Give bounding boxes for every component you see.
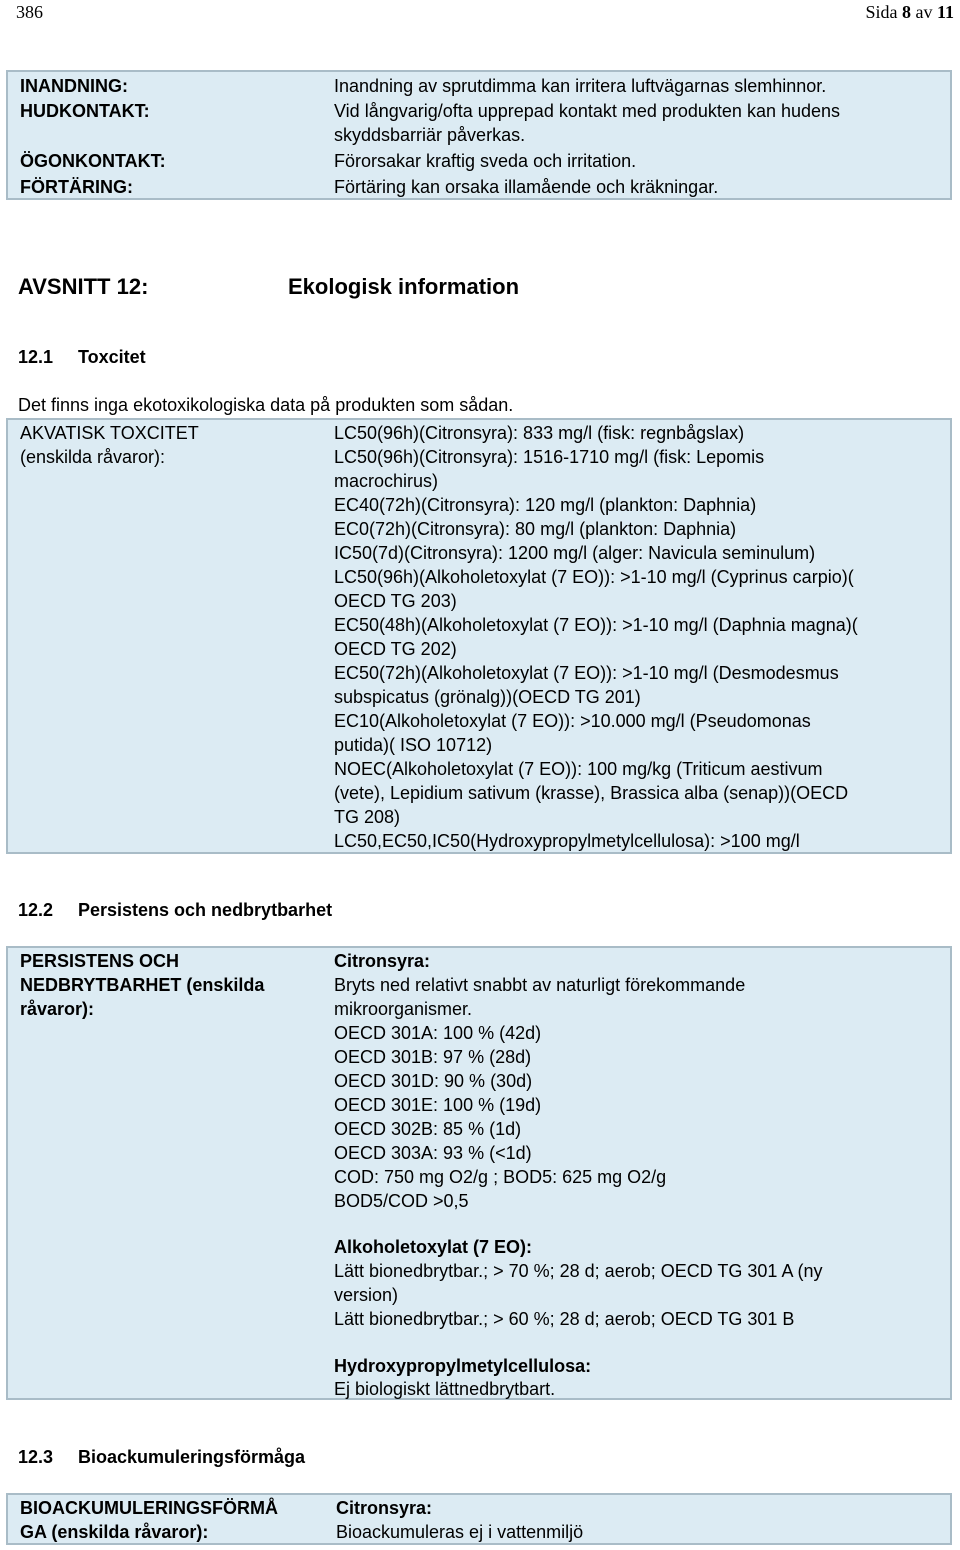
label-inhalation: INANDNING: <box>20 76 128 96</box>
citric-line: OECD 301D: 90 % (30d) <box>334 1071 533 1091</box>
persistence-box <box>6 946 952 1400</box>
subsection-12-3-number: 12.3 <box>18 1447 54 1467</box>
value-skin: Vid långvarig/ofta upprepad kontakt med produkten kan hudens <box>334 101 841 121</box>
aquatic-line: putida)( ISO 10712) <box>334 735 493 755</box>
aquatic-line: (vete), Lepidium sativum (krasse), Brassica alba (senap))(OECD <box>334 783 849 803</box>
section-title: Ekologisk information <box>288 274 520 299</box>
citric-line: mikroorganismer. <box>334 999 473 1019</box>
aquatic-toxicity-box <box>6 418 952 854</box>
bioacc-label-1: BIOACKUMULERINGSFÖRMÅ <box>20 1498 278 1518</box>
value-eye: Förorsakar kraftig sveda och irritation. <box>334 151 637 171</box>
aquatic-line: EC0(72h)(Citronsyra): 80 mg/l (plankton: Daphnia) <box>334 519 737 539</box>
hpmc-title: Hydroxypropylmetylcellulosa: <box>334 1356 592 1376</box>
alcohol-line: Lätt bionedbrytbar.; > 60 %; 28 d; aerob; OECD TG 301 B <box>334 1309 795 1329</box>
persistence-label-1: PERSISTENS OCH <box>20 951 180 971</box>
persistence-label-3: råvaror): <box>20 999 95 1019</box>
alcohol-title: Alkoholetoxylat (7 EO): <box>334 1237 533 1257</box>
aquatic-line: LC50(96h)(Citronsyra): 833 mg/l (fisk: regnbågslax) <box>334 423 745 443</box>
bioacc-label-2: GA (enskilda råvaror): <box>20 1522 209 1542</box>
bioaccumulation-box <box>6 1493 952 1545</box>
label-skin: HUDKONTAKT: <box>20 101 150 121</box>
persistence-label-2: NEDBRYTBARHET (enskilda <box>20 975 265 995</box>
value-inhalation: Inandning av sprutdimma kan irritera luftvägarnas slemhinnor. <box>334 76 827 96</box>
alcohol-line: Lätt bionedbrytbar.; > 70 %; 28 d; aerob; OECD TG 301 A (ny <box>334 1261 823 1281</box>
health-effects-box <box>6 70 952 200</box>
citric-line: Bryts ned relativt snabbt av naturligt förekommande <box>334 975 746 995</box>
citric-line: OECD 302B: 85 % (1d) <box>334 1119 522 1139</box>
citric-line: OECD 301A: 100 % (42d) <box>334 1023 542 1043</box>
aquatic-label-1: AKVATISK TOXCITET <box>20 423 199 443</box>
citric-line: COD: 750 mg O2/g ; BOD5: 625 mg O2/g <box>334 1167 667 1187</box>
aquatic-line: EC10(Alkoholetoxylat (7 EO)): >10.000 mg/l (Pseudomonas <box>334 711 811 731</box>
aquatic-line: EC50(72h)(Alkoholetoxylat (7 EO)): >1-10 mg/l (Desmodesmus <box>334 663 839 683</box>
hpmc-line: Ej biologiskt lättnedbrytbart. <box>334 1379 556 1399</box>
label-eye: ÖGONKONTAKT: <box>20 151 166 171</box>
aquatic-line: NOEC(Alkoholetoxylat (7 EO)): 100 mg/kg (Triticum aestivum <box>334 759 823 779</box>
aquatic-line: EC50(48h)(Alkoholetoxylat (7 EO)): >1-10 mg/l (Daphnia magna)( <box>334 615 858 635</box>
subsection-12-1-title: Toxcitet <box>78 347 146 367</box>
page-sep: av <box>915 2 933 22</box>
aquatic-line: EC40(72h)(Citronsyra): 120 mg/l (plankton: Daphnia) <box>334 495 757 515</box>
subsection-12-1-number: 12.1 <box>18 347 54 367</box>
aquatic-line: LC50(96h)(Citronsyra): 1516-1710 mg/l (fisk: Lepomis <box>334 447 765 467</box>
page-prefix: Sida <box>865 2 898 22</box>
citric-line: OECD 301B: 97 % (28d) <box>334 1047 532 1067</box>
aquatic-line: OECD TG 202) <box>334 639 457 659</box>
citric-title: Citronsyra: <box>334 951 431 971</box>
aquatic-line: LC50(96h)(Alkoholetoxylat (7 EO)): >1-10 mg/l (Cyprinus carpio)( <box>334 567 854 587</box>
aquatic-line: LC50,EC50,IC50(Hydroxypropylmetylcellulosa): >100 mg/l <box>334 831 800 851</box>
aquatic-line: IC50(7d)(Citronsyra): 1200 mg/l (alger: Navicula seminulum) <box>334 543 816 563</box>
value-ingestion: Förtäring kan orsaka illamående och kräkningar. <box>334 177 719 197</box>
page-current: 8 <box>901 2 911 22</box>
citric-line: OECD 303A: 93 % (<1d) <box>334 1143 532 1163</box>
subsection-12-2-number: 12.2 <box>18 900 54 920</box>
alcohol-line: version) <box>334 1285 399 1305</box>
page-number-left: 386 <box>16 2 43 22</box>
bioacc-title: Citronsyra: <box>336 1498 433 1518</box>
aquatic-line: macrochirus) <box>334 471 439 491</box>
subsection-12-3-title: Bioackumuleringsförmåga <box>78 1447 306 1467</box>
aquatic-label-2: (enskilda råvaror): <box>20 447 166 467</box>
label-ingestion: FÖRTÄRING: <box>20 177 133 197</box>
citric-line: BOD5/COD >0,5 <box>334 1191 469 1211</box>
page-indicator <box>865 2 954 23</box>
toxicity-note: Det finns inga ekotoxikologiska data på produkten som sådan. <box>18 395 514 415</box>
subsection-12-2-title: Persistens och nedbrytbarhet <box>78 900 333 920</box>
bioacc-value: Bioackumuleras ej i vattenmiljö <box>336 1522 584 1542</box>
aquatic-line: TG 208) <box>334 807 401 827</box>
aquatic-line: OECD TG 203) <box>334 591 457 611</box>
value-skin-cont: skyddsbarriär påverkas. <box>334 125 526 145</box>
section-label: AVSNITT 12: <box>18 274 149 299</box>
citric-line: OECD 301E: 100 % (19d) <box>334 1095 542 1115</box>
page-total: 11 <box>936 2 954 22</box>
aquatic-line: subspicatus (grönalg))(OECD TG 201) <box>334 687 641 707</box>
